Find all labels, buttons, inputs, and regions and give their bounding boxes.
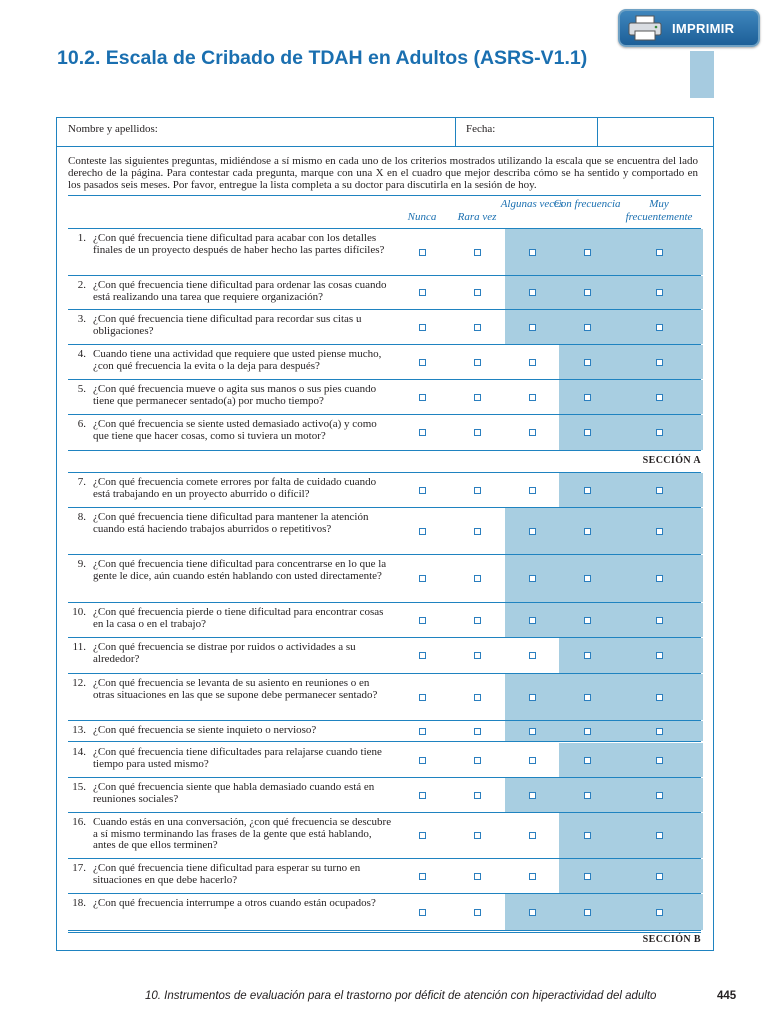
answer-checkbox-nunca[interactable]	[419, 249, 426, 256]
question-number: 12.	[72, 677, 86, 689]
answer-checkbox-rara-vez[interactable]	[474, 249, 481, 256]
answer-checkbox-muy-frecuentemente[interactable]	[656, 694, 663, 701]
page-title: 10.2. Escala de Cribado de TDAH en Adultos (ASRS-V1.1)	[57, 47, 588, 69]
answer-checkbox-nunca[interactable]	[419, 394, 426, 401]
answer-checkbox-rara-vez[interactable]	[474, 429, 481, 436]
answer-checkbox-con-frecuencia[interactable]	[584, 909, 591, 916]
answer-checkbox-nunca[interactable]	[419, 832, 426, 839]
answer-checkbox-rara-vez[interactable]	[474, 728, 481, 735]
divider	[455, 118, 456, 146]
answer-checkbox-nunca[interactable]	[419, 728, 426, 735]
question-text: ¿Con qué frecuencia se siente inquieto o nervioso?	[93, 724, 317, 736]
question-text: ¿Con qué frecuencia tiene dificultad para ordenar las cosas cuando está realizando una tarea que requiere organización?	[93, 279, 387, 303]
answer-checkbox-nunca[interactable]	[419, 694, 426, 701]
answer-checkbox-rara-vez[interactable]	[474, 757, 481, 764]
answer-checkbox-rara-vez[interactable]	[474, 487, 481, 494]
question-text: ¿Con qué frecuencia siente que habla demasiado cuando está en reuniones sociales?	[93, 781, 375, 805]
answer-checkbox-nunca[interactable]	[419, 873, 426, 880]
row-shading	[559, 415, 703, 450]
question-number: 3.	[77, 313, 86, 325]
question-number: 2.	[77, 279, 86, 291]
row-divider	[68, 741, 701, 742]
column-header: Rara vez	[457, 211, 497, 223]
answer-checkbox-muy-frecuentemente[interactable]	[656, 792, 663, 799]
answer-checkbox-muy-frecuentemente[interactable]	[656, 289, 663, 296]
answer-checkbox-con-frecuencia[interactable]	[584, 528, 591, 535]
question-number: 10.	[72, 606, 86, 618]
answer-checkbox-rara-vez[interactable]	[474, 909, 481, 916]
answer-checkbox-rara-vez[interactable]	[474, 324, 481, 331]
row-shading	[559, 473, 703, 507]
answer-checkbox-nunca[interactable]	[419, 575, 426, 582]
answer-checkbox-nunca[interactable]	[419, 289, 426, 296]
question-text: ¿Con qué frecuencia pierde o tiene dificultad para encontrar cosas en la casa o en el trabajo?	[93, 606, 384, 630]
question-text: ¿Con qué frecuencia se distrae por ruidos o actividades a su alrededor?	[93, 641, 356, 665]
side-tab	[690, 51, 714, 98]
answer-checkbox-algunas-veces[interactable]	[529, 757, 536, 764]
answer-checkbox-algunas-veces[interactable]	[529, 528, 536, 535]
answer-checkbox-con-frecuencia[interactable]	[584, 832, 591, 839]
answer-checkbox-nunca[interactable]	[419, 487, 426, 494]
answer-checkbox-con-frecuencia[interactable]	[584, 652, 591, 659]
row-shading	[559, 380, 703, 414]
answer-checkbox-algunas-veces[interactable]	[529, 652, 536, 659]
answer-checkbox-muy-frecuentemente[interactable]	[656, 728, 663, 735]
answer-checkbox-algunas-veces[interactable]	[529, 289, 536, 296]
answer-checkbox-nunca[interactable]	[419, 909, 426, 916]
answer-checkbox-rara-vez[interactable]	[474, 832, 481, 839]
question-number: 17.	[72, 862, 86, 874]
answer-checkbox-muy-frecuentemente[interactable]	[656, 249, 663, 256]
question-text: ¿Con qué frecuencia tiene dificultad para mantener la atención cuando está haciendo trabajos aburridos o repetitivos?	[93, 511, 369, 535]
question-number: 8.	[77, 511, 86, 523]
answer-checkbox-muy-frecuentemente[interactable]	[656, 324, 663, 331]
answer-checkbox-rara-vez[interactable]	[474, 575, 481, 582]
answer-checkbox-con-frecuencia[interactable]	[584, 289, 591, 296]
answer-checkbox-rara-vez[interactable]	[474, 652, 481, 659]
question-text: Cuando tiene una actividad que requiere que usted piense mucho, ¿con qué frecuencia la evita o la deja para después?	[93, 348, 382, 372]
answer-checkbox-rara-vez[interactable]	[474, 289, 481, 296]
answer-checkbox-muy-frecuentemente[interactable]	[656, 909, 663, 916]
question-number: 16.	[72, 816, 86, 828]
answer-checkbox-con-frecuencia[interactable]	[584, 617, 591, 624]
answer-checkbox-algunas-veces[interactable]	[529, 359, 536, 366]
column-header: Con frecuencia	[553, 198, 621, 210]
answer-checkbox-rara-vez[interactable]	[474, 359, 481, 366]
answer-checkbox-rara-vez[interactable]	[474, 792, 481, 799]
answer-checkbox-algunas-veces[interactable]	[529, 429, 536, 436]
question-text: ¿Con qué frecuencia se siente usted demasiado activo(a) y como que tiene que hacer cosas, como si tuviera un motor?	[93, 418, 377, 442]
question-number: 15.	[72, 781, 86, 793]
answer-checkbox-con-frecuencia[interactable]	[584, 394, 591, 401]
question-number: 18.	[72, 897, 86, 909]
row-divider	[68, 228, 701, 229]
question-number: 4.	[77, 348, 86, 360]
question-number: 6.	[77, 418, 86, 430]
answer-checkbox-muy-frecuentemente[interactable]	[656, 757, 663, 764]
row-divider	[68, 930, 701, 931]
answer-checkbox-muy-frecuentemente[interactable]	[656, 617, 663, 624]
answer-checkbox-nunca[interactable]	[419, 757, 426, 764]
answer-checkbox-algunas-veces[interactable]	[529, 873, 536, 880]
answer-checkbox-nunca[interactable]	[419, 617, 426, 624]
answer-checkbox-algunas-veces[interactable]	[529, 909, 536, 916]
row-shading	[559, 345, 703, 379]
question-number: 1.	[77, 232, 86, 244]
instructions: Conteste las siguientes preguntas, midiéndose a sí mismo en cada uno de los criterios mostrados utilizando la escala que se encuentra del lado derecho de la página. Para contestar cada pregunta, marque con una X en el cuadro que mejor describa cómo se ha sentido y comportado en los pasados seis meses. Por favor, entregue la lista completa a su doctor para discutirla en la sesión de hoy.	[68, 155, 698, 191]
answer-checkbox-rara-vez[interactable]	[474, 528, 481, 535]
answer-checkbox-muy-frecuentemente[interactable]	[656, 487, 663, 494]
answer-checkbox-algunas-veces[interactable]	[529, 394, 536, 401]
answer-checkbox-algunas-veces[interactable]	[529, 792, 536, 799]
divider	[597, 118, 598, 146]
question-number: 13.	[72, 724, 86, 736]
answer-checkbox-muy-frecuentemente[interactable]	[656, 359, 663, 366]
question-text: ¿Con qué frecuencia mueve o agita sus manos o sus pies cuando tiene que permanecer sentado(a) por mucho tiempo?	[93, 383, 377, 407]
question-text: ¿Con qué frecuencia interrumpe a otros cuando están ocupados?	[93, 897, 376, 909]
question-number: 9.	[77, 558, 86, 570]
answer-checkbox-algunas-veces[interactable]	[529, 694, 536, 701]
answer-checkbox-algunas-veces[interactable]	[529, 487, 536, 494]
answer-checkbox-muy-frecuentemente[interactable]	[656, 873, 663, 880]
answer-checkbox-con-frecuencia[interactable]	[584, 757, 591, 764]
answer-checkbox-muy-frecuentemente[interactable]	[656, 528, 663, 535]
question-text: ¿Con qué frecuencia comete errores por falta de cuidado cuando está trabajando en un proyecto aburrido o difícil?	[93, 476, 377, 500]
row-shading	[559, 638, 703, 673]
answer-checkbox-con-frecuencia[interactable]	[584, 487, 591, 494]
section-b-label: SECCIÓN B	[642, 934, 701, 945]
answer-checkbox-muy-frecuentemente[interactable]	[656, 575, 663, 582]
answer-checkbox-con-frecuencia[interactable]	[584, 249, 591, 256]
question-text: ¿Con qué frecuencia tiene dificultad para acabar con los detalles finales de un proyecto después de haber hecho las partes difíciles?	[93, 232, 385, 256]
asrs-form	[56, 117, 714, 951]
row-divider	[68, 195, 701, 196]
answer-checkbox-algunas-veces[interactable]	[529, 249, 536, 256]
column-header: Muy frecuentemente	[625, 198, 693, 224]
section-divider	[68, 472, 701, 473]
question-text: ¿Con qué frecuencia tiene dificultades para relajarse cuando tiene tiempo para usted mismo?	[93, 746, 382, 770]
print-button-label: IMPRIMIR	[672, 20, 735, 36]
answer-checkbox-con-frecuencia[interactable]	[584, 324, 591, 331]
question-number: 7.	[77, 476, 86, 488]
answer-checkbox-muy-frecuentemente[interactable]	[656, 394, 663, 401]
row-shading	[559, 743, 703, 777]
section-a-label: SECCIÓN A	[642, 455, 701, 466]
footer-text: 10. Instrumentos de evaluación para el trastorno por déficit de atención con hiperactividad del adulto	[145, 990, 657, 1002]
answer-checkbox-algunas-veces[interactable]	[529, 728, 536, 735]
answer-checkbox-con-frecuencia[interactable]	[584, 429, 591, 436]
page-number: 445	[717, 990, 737, 1002]
answer-checkbox-algunas-veces[interactable]	[529, 324, 536, 331]
answer-checkbox-con-frecuencia[interactable]	[584, 359, 591, 366]
question-number: 11.	[72, 641, 86, 653]
answer-checkbox-con-frecuencia[interactable]	[584, 694, 591, 701]
answer-checkbox-nunca[interactable]	[419, 359, 426, 366]
answer-checkbox-muy-frecuentemente[interactable]	[656, 832, 663, 839]
printer-icon	[628, 15, 662, 41]
row-shading	[559, 813, 703, 858]
column-header: Algunas veces	[500, 198, 564, 210]
section-divider	[68, 932, 701, 933]
question-text: ¿Con qué frecuencia tiene dificultad para esperar su turno en situaciones en que debe hacerlo?	[93, 862, 361, 886]
answer-checkbox-nunca[interactable]	[419, 528, 426, 535]
question-number: 14.	[72, 746, 86, 758]
answer-checkbox-con-frecuencia[interactable]	[584, 792, 591, 799]
answer-checkbox-rara-vez[interactable]	[474, 873, 481, 880]
answer-checkbox-algunas-veces[interactable]	[529, 575, 536, 582]
question-text: ¿Con qué frecuencia tiene dificultad para recordar sus citas u obligaciones?	[93, 313, 362, 337]
date-label: Fecha:	[466, 123, 496, 135]
answer-checkbox-muy-frecuentemente[interactable]	[656, 652, 663, 659]
answer-checkbox-nunca[interactable]	[419, 652, 426, 659]
question-text: Cuando estás en una conversación, ¿con qué frecuencia se descubre a sí mismo terminando las frases de la gente que está hablando, antes de que ellos terminen?	[93, 816, 392, 852]
answer-checkbox-rara-vez[interactable]	[474, 394, 481, 401]
answer-checkbox-con-frecuencia[interactable]	[584, 873, 591, 880]
answer-checkbox-con-frecuencia[interactable]	[584, 575, 591, 582]
answer-checkbox-rara-vez[interactable]	[474, 617, 481, 624]
answer-checkbox-nunca[interactable]	[419, 324, 426, 331]
answer-checkbox-rara-vez[interactable]	[474, 694, 481, 701]
answer-checkbox-con-frecuencia[interactable]	[584, 728, 591, 735]
row-shading	[559, 859, 703, 893]
row-divider	[68, 450, 701, 451]
answer-checkbox-nunca[interactable]	[419, 429, 426, 436]
answer-checkbox-muy-frecuentemente[interactable]	[656, 429, 663, 436]
question-text: ¿Con qué frecuencia tiene dificultad para concentrarse en lo que la gente le dice, aún cuando estén hablando con usted directamente?	[93, 558, 387, 582]
answer-checkbox-nunca[interactable]	[419, 792, 426, 799]
column-header: Nunca	[407, 211, 437, 223]
form-header-row	[57, 118, 713, 147]
print-button[interactable]	[618, 9, 760, 47]
question-number: 5.	[77, 383, 86, 395]
answer-checkbox-algunas-veces[interactable]	[529, 832, 536, 839]
question-text: ¿Con qué frecuencia se levanta de su asiento en reuniones o en otras situaciones en las que se supone debe permanecer sentado?	[93, 677, 378, 701]
answer-checkbox-algunas-veces[interactable]	[529, 617, 536, 624]
name-label: Nombre y apellidos:	[68, 123, 158, 135]
